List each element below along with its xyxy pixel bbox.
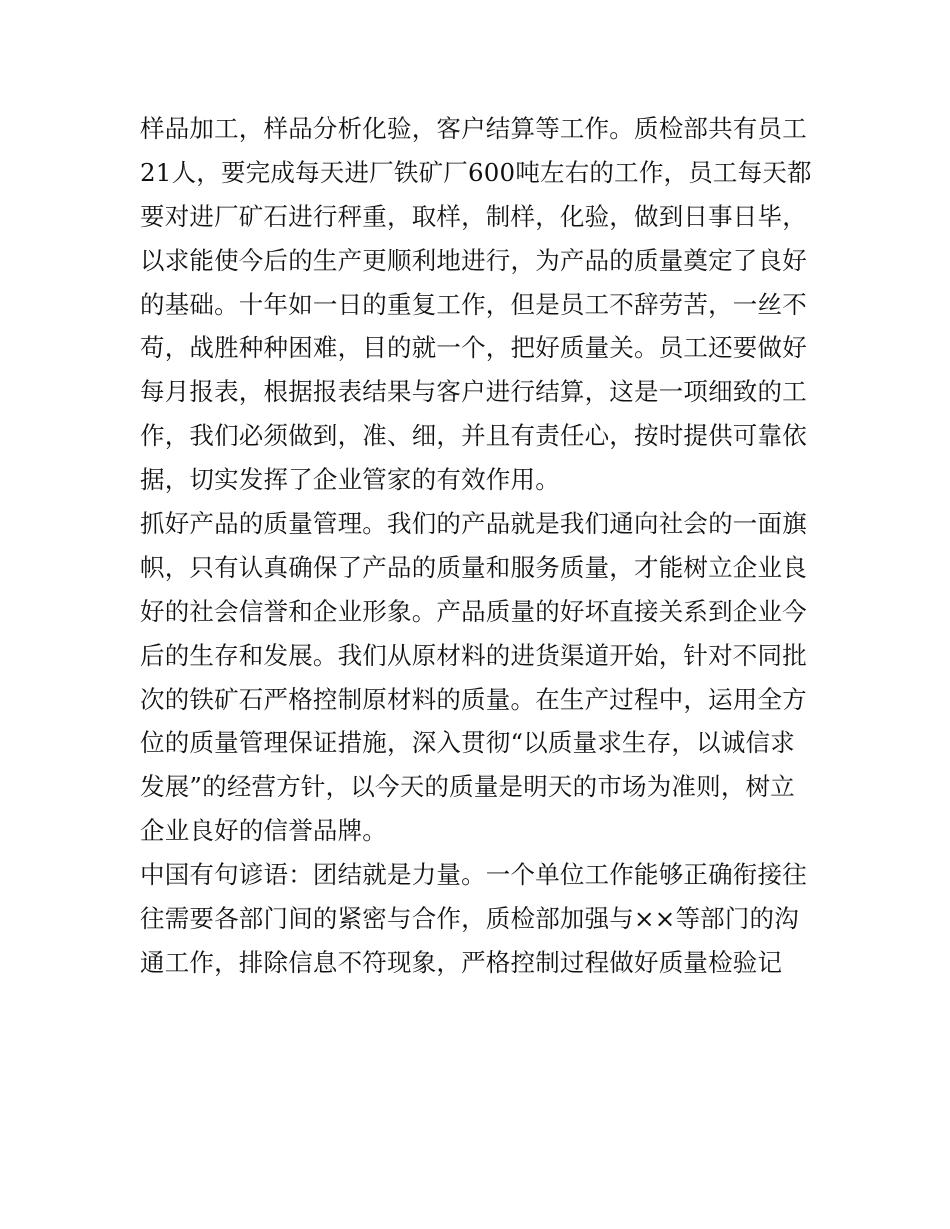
text-line-3: 要对进厂矿石进行秤重，取样，制样，化验，做到日事日毕，: [140, 201, 807, 231]
text-line-15: 位的质量管理保证措施，深入贯彻“以质量求生存，以诚信求: [140, 728, 795, 758]
text-line-9: 据，切实发挥了企业管家的有效作用。: [140, 465, 560, 495]
text-line-5: 的基础。十年如一日的重复工作，但是员工不辞劳苦，一丝不: [140, 289, 807, 319]
text-line-2: 21人，要完成每天进厂铁矿厂600吨左右的工作，员工每天都: [140, 157, 812, 187]
text-line-19: 往需要各部门间的紧密与合作，质检部加强与××等部门的沟: [140, 904, 799, 934]
text-line-8: 作，我们必须做到，准、细，并且有责任心，按时提供可靠依: [140, 421, 807, 451]
text-line-18: 中国有句谚语：团结就是力量。一个单位工作能够正确衔接往: [140, 860, 807, 890]
text-line-6: 苟，战胜种种困难，目的就一个，把好质量关。员工还要做好: [140, 333, 807, 363]
text-line-10: 抓好产品的质量管理。我们的产品就是我们通向社会的一面旗: [140, 509, 807, 539]
text-line-20: 通工作，排除信息不符现象，严格控制过程做好质量检验记: [140, 947, 783, 977]
text-line-17: 企业良好的信誉品牌。: [140, 816, 387, 846]
text-line-1: 样品加工，样品分析化验，客户结算等工作。质检部共有员工: [140, 114, 807, 143]
text-line-7: 每月报表，根据报表结果与客户进行结算，这是一项细致的工: [140, 377, 807, 407]
text-line-12: 好的社会信誉和企业形象。产品质量的好坏直接关系到企业今: [140, 596, 807, 626]
text-line-16: 发展”的经营方针，以今天的质量是明天的市场为准则，树立: [140, 772, 795, 802]
document-page: [140, 107, 820, 985]
text-line-14: 次的铁矿石严格控制原材料的质量。在生产过程中，运用全方: [140, 684, 807, 714]
text-line-13: 后的生存和发展。我们从原材料的进货渠道开始，针对不同批: [140, 640, 807, 670]
text-line-4: 以求能使今后的生产更顺利地进行，为产品的质量奠定了良好: [140, 245, 807, 275]
text-line-11: 帜，只有认真确保了产品的质量和服务质量，才能树立企业良: [140, 552, 807, 582]
